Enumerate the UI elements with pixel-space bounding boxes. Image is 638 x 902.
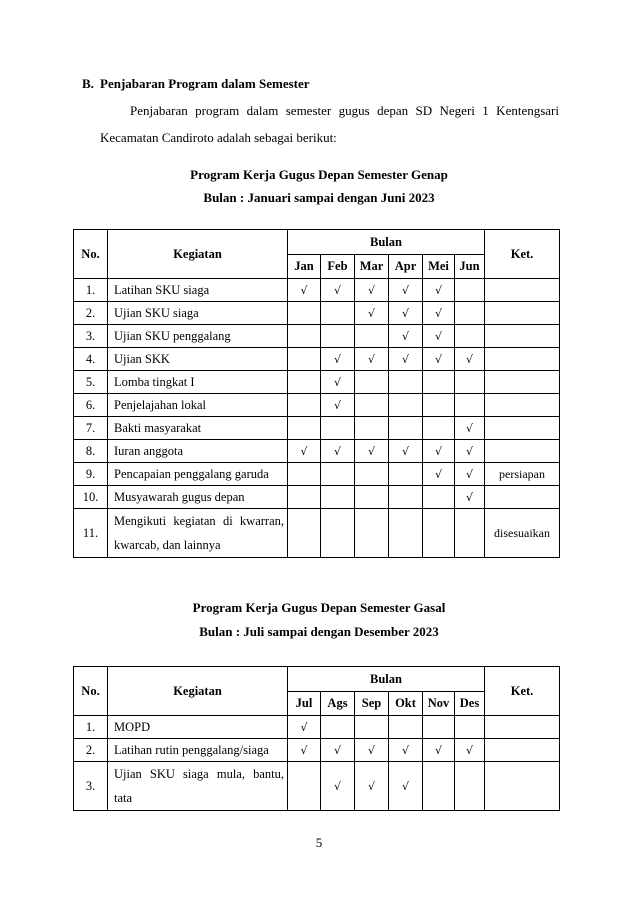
month-cell <box>389 371 423 394</box>
month-cell <box>321 302 355 325</box>
row-activity: Latihan rutin penggalang/siaga <box>108 739 288 762</box>
month-cell <box>423 417 455 440</box>
row-number: 6. <box>74 394 108 417</box>
row-number: 8. <box>74 440 108 463</box>
month-cell <box>423 394 455 417</box>
header-month: Mar <box>355 255 389 279</box>
section-number: B. <box>82 76 94 91</box>
check-mark: √ <box>423 348 455 371</box>
month-cell <box>455 762 485 811</box>
header-month: Ags <box>321 692 355 716</box>
row-activity: Musyawarah gugus depan <box>108 486 288 509</box>
row-ket <box>485 762 560 811</box>
month-cell <box>321 509 355 558</box>
row-ket <box>485 716 560 739</box>
check-mark: √ <box>423 463 455 486</box>
row-activity: Ujian SKU siaga mula, bantu, tata <box>108 762 288 811</box>
row-activity: Latihan SKU siaga <box>108 279 288 302</box>
month-cell <box>321 325 355 348</box>
check-mark: √ <box>321 394 355 417</box>
table-1-subtitle: Bulan : Januari sampai dengan Juni 2023 <box>203 190 435 205</box>
check-mark: √ <box>455 417 485 440</box>
table-1-title: Program Kerja Gugus Depan Semester Genap <box>190 167 448 182</box>
row-ket <box>485 279 560 302</box>
header-month: Okt <box>389 692 423 716</box>
row-activity: Pencapaian penggalang garuda <box>108 463 288 486</box>
table-2-title: Program Kerja Gugus Depan Semester Gasal <box>192 600 446 615</box>
month-cell <box>288 348 321 371</box>
check-mark: √ <box>321 440 355 463</box>
month-cell <box>288 509 321 558</box>
month-cell <box>423 371 455 394</box>
header-month: Jul <box>288 692 321 716</box>
check-mark: √ <box>321 279 355 302</box>
check-mark: √ <box>355 348 389 371</box>
month-cell <box>455 509 485 558</box>
intro-paragraph-text: Penjabaran program dalam semester gugus depan SD Negeri 1 Kentengsari Kecamatan Candiroto adalah sebagai berikut: <box>100 103 559 145</box>
check-mark: √ <box>423 279 455 302</box>
check-mark: √ <box>389 739 423 762</box>
month-cell <box>389 716 423 739</box>
row-ket: persiapan <box>485 463 560 486</box>
header-month: Nov <box>423 692 455 716</box>
row-activity: Ujian SKU siaga <box>108 302 288 325</box>
check-mark: √ <box>288 716 321 739</box>
row-number: 3. <box>74 325 108 348</box>
month-cell <box>288 417 321 440</box>
month-cell <box>355 325 389 348</box>
month-cell <box>455 325 485 348</box>
check-mark: √ <box>321 762 355 811</box>
month-cell <box>355 486 389 509</box>
check-mark: √ <box>389 302 423 325</box>
header-month: Jan <box>288 255 321 279</box>
check-mark: √ <box>288 279 321 302</box>
month-cell <box>288 463 321 486</box>
table-row <box>74 302 560 325</box>
check-mark: √ <box>423 325 455 348</box>
check-mark: √ <box>355 302 389 325</box>
month-cell <box>389 486 423 509</box>
month-cell <box>288 486 321 509</box>
row-number: 5. <box>74 371 108 394</box>
check-mark: √ <box>455 463 485 486</box>
month-cell <box>288 325 321 348</box>
table-row <box>74 394 560 417</box>
month-cell <box>455 302 485 325</box>
month-cell <box>389 417 423 440</box>
section-heading <box>82 76 310 92</box>
month-cell <box>288 762 321 811</box>
row-activity: Mengikuti kegiatan di kwarran, kwarcab, dan lainnya <box>108 509 288 558</box>
check-mark: √ <box>389 325 423 348</box>
month-cell <box>389 509 423 558</box>
table-row <box>74 417 560 440</box>
month-cell <box>288 394 321 417</box>
table-row <box>74 509 560 558</box>
check-mark: √ <box>288 739 321 762</box>
check-mark: √ <box>355 739 389 762</box>
row-activity: Ujian SKU penggalang <box>108 325 288 348</box>
row-number: 1. <box>74 716 108 739</box>
header-no: No. <box>74 230 108 279</box>
check-mark: √ <box>423 440 455 463</box>
row-ket <box>485 371 560 394</box>
check-mark: √ <box>321 371 355 394</box>
table-row <box>74 348 560 371</box>
row-activity: Lomba tingkat I <box>108 371 288 394</box>
header-month: Jun <box>455 255 485 279</box>
month-cell <box>321 463 355 486</box>
month-cell <box>355 394 389 417</box>
row-ket <box>485 486 560 509</box>
row-ket <box>485 417 560 440</box>
check-mark: √ <box>355 440 389 463</box>
month-cell <box>455 279 485 302</box>
row-activity: Penjelajahan lokal <box>108 394 288 417</box>
program-table-genap <box>73 229 560 558</box>
month-cell <box>423 762 455 811</box>
month-cell <box>355 716 389 739</box>
row-ket <box>485 348 560 371</box>
check-mark: √ <box>389 348 423 371</box>
header-no: No. <box>74 667 108 716</box>
month-cell <box>455 394 485 417</box>
check-mark: √ <box>288 440 321 463</box>
table-row <box>74 440 560 463</box>
page-number: 5 <box>315 835 323 850</box>
table-row <box>74 716 560 739</box>
header-ket: Ket. <box>485 230 560 279</box>
table-row <box>74 279 560 302</box>
check-mark: √ <box>321 348 355 371</box>
check-mark: √ <box>455 348 485 371</box>
row-number: 4. <box>74 348 108 371</box>
row-number: 3. <box>74 762 108 811</box>
row-ket: disesuaikan <box>485 509 560 558</box>
month-cell <box>321 486 355 509</box>
row-ket <box>485 440 560 463</box>
month-cell <box>321 716 355 739</box>
month-cell <box>423 509 455 558</box>
month-cell <box>455 371 485 394</box>
header-month: Mei <box>423 255 455 279</box>
header-month: Des <box>455 692 485 716</box>
month-cell <box>288 302 321 325</box>
month-cell <box>389 394 423 417</box>
row-ket <box>485 394 560 417</box>
check-mark: √ <box>423 739 455 762</box>
table-2-subtitle: Bulan : Juli sampai dengan Desember 2023 <box>199 624 439 639</box>
check-mark: √ <box>389 762 423 811</box>
header-month: Feb <box>321 255 355 279</box>
check-mark: √ <box>355 762 389 811</box>
table-row <box>74 486 560 509</box>
check-mark: √ <box>455 486 485 509</box>
header-month: Sep <box>355 692 389 716</box>
table-row <box>74 463 560 486</box>
row-activity: Iuran anggota <box>108 440 288 463</box>
row-number: 11. <box>74 509 108 558</box>
header-ket: Ket. <box>485 667 560 716</box>
row-number: 2. <box>74 302 108 325</box>
month-cell <box>423 486 455 509</box>
row-ket <box>485 739 560 762</box>
row-activity: MOPD <box>108 716 288 739</box>
header-month-group: Bulan <box>288 667 485 692</box>
intro-paragraph <box>100 97 559 151</box>
month-cell <box>355 509 389 558</box>
month-cell <box>321 417 355 440</box>
row-number: 2. <box>74 739 108 762</box>
row-number: 7. <box>74 417 108 440</box>
header-month-group: Bulan <box>288 230 485 255</box>
row-number: 1. <box>74 279 108 302</box>
row-number: 10. <box>74 486 108 509</box>
month-cell <box>355 371 389 394</box>
program-table-gasal <box>73 666 560 811</box>
table-row <box>74 762 560 811</box>
check-mark: √ <box>423 302 455 325</box>
month-cell <box>355 463 389 486</box>
month-cell <box>455 716 485 739</box>
header-activity: Kegiatan <box>108 230 288 279</box>
header-month: Apr <box>389 255 423 279</box>
check-mark: √ <box>389 279 423 302</box>
row-activity: Ujian SKK <box>108 348 288 371</box>
month-cell <box>389 463 423 486</box>
month-cell <box>288 371 321 394</box>
table-row <box>74 325 560 348</box>
row-activity: Bakti masyarakat <box>108 417 288 440</box>
check-mark: √ <box>321 739 355 762</box>
month-cell <box>355 417 389 440</box>
check-mark: √ <box>455 440 485 463</box>
table-row <box>74 371 560 394</box>
month-cell <box>423 716 455 739</box>
row-number: 9. <box>74 463 108 486</box>
row-ket <box>485 302 560 325</box>
check-mark: √ <box>355 279 389 302</box>
table-row <box>74 739 560 762</box>
check-mark: √ <box>389 440 423 463</box>
row-ket <box>485 325 560 348</box>
header-activity: Kegiatan <box>108 667 288 716</box>
check-mark: √ <box>455 739 485 762</box>
section-title: Penjabaran Program dalam Semester <box>100 76 310 91</box>
